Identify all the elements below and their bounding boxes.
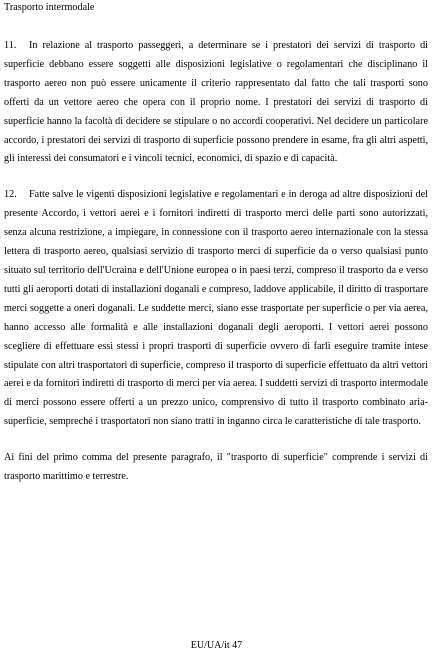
paragraph-number: 12.	[4, 189, 17, 201]
paragraph-11	[4, 37, 428, 169]
page-footer: EU/UA/it 47	[190, 640, 243, 651]
section-heading: Trasporto intermodale	[4, 2, 95, 13]
document-body	[4, 37, 428, 504]
paragraph-text: Fatte salve le vigenti disposizioni legislative e regolamentari e in deroga ad altre disposizioni del presente Accordo, i vettori aerei e i fornitori indiretti di trasporto merci delle parti sono autorizzati, senza alcuna restrizione, a impiegare, in connessione con il trasporto aereo internazionale con la stessa lettera di trasporto aereo, qualsiasi servizio di trasporto merci di superficie da o verso qualsiasi punto situato sul territorio dell'Ucraina e dell'Unione europea o in paesi terzi, compreso il trasporto da e verso tutti gli aeroporti dotati di installazioni doganali e compreso, laddove applicabile, il diritto di trasportare merci soggette a oneri doganali. Le suddette merci, siano esse trasportate per superficie o per via aerea, hanno accesso alle formalità e alle installazioni doganali degli aeroporti. I vettori aerei possono scegliere di effettuare essi stessi i propri trasporti di superficie ovvero di farli eseguire tramite intese stipulate con altri trasportatori di superficie, compreso il trasporto di superficie effettuato da altri vettori aerei e da fornitori indiretti di trasporto di merci per via aerea. I suddetti servizi di trasporto intermodale di merci possono essere offerti a un prezzo unico, comprensivo di tutto il trasporto combinato aria-superficie, sempreché i trasportatori non siano tratti in inganno circa le caratteristiche di tale trasporto.	[4, 189, 428, 428]
paragraph-number: 11.	[4, 40, 17, 51]
paragraph-text: Ai fini del primo comma del presente paragrafo, il "trasporto di superficie" comprende i servizi di trasporto marittimo e terrestre.	[4, 452, 428, 483]
paragraph-text: In relazione al trasporto passeggeri, a determinare se i prestatori dei servizi di trasporto di superficie debbano essere soggetti alle disposizioni legislative o regolamentari che disciplinano il trasporto aereo non può essere unicamente il criterio rappresentato dal fatto che tali trasporti sono offerti da un vettore aereo che opera con il proprio nome. I prestatori dei servizi di trasporto di superficie hanno la facoltà di decidere se stipulare o no accordi cooperativi. Nel decidere un particolare accordo, i prestatori dei servizi di trasporto di superficie possono prendere in esame, fra gli altri aspetti, gli interessi dei consumatori e i vincoli tecnici, economici, di spazio e di capacità.	[4, 40, 428, 165]
paragraph-12	[4, 186, 428, 432]
paragraph-definition	[4, 449, 428, 487]
